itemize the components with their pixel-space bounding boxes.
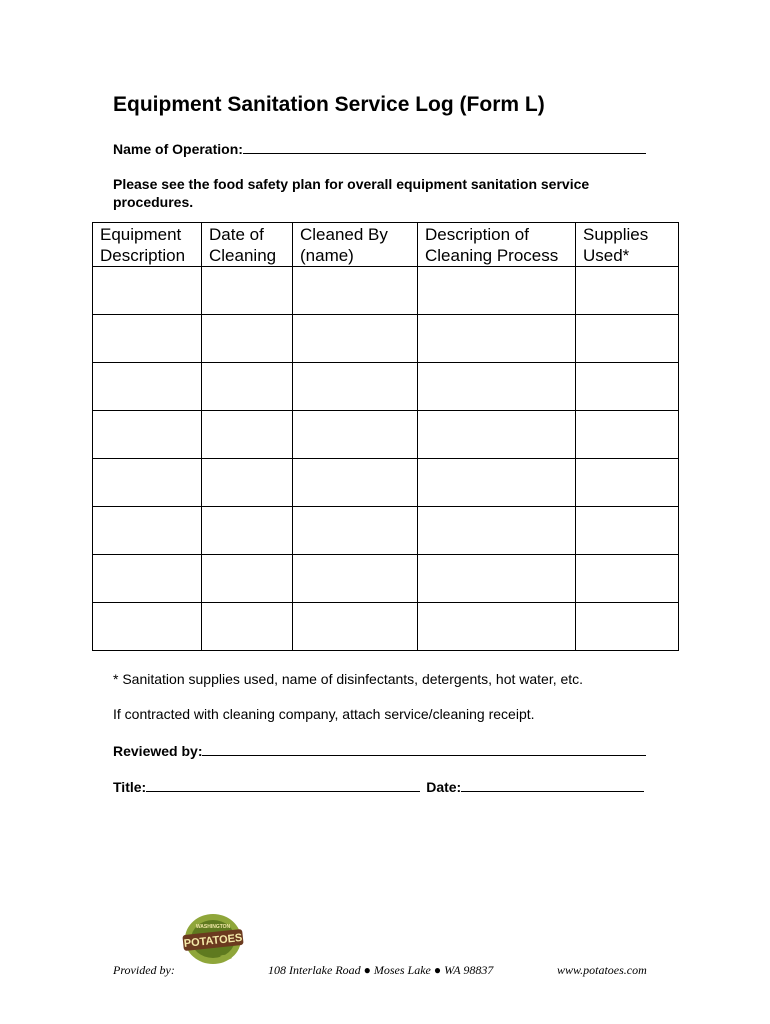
- reviewed-by-blank[interactable]: [202, 741, 646, 756]
- date-blank[interactable]: [461, 777, 644, 792]
- table-cell[interactable]: [418, 315, 576, 363]
- table-cell[interactable]: [202, 411, 293, 459]
- date-label: Date:: [426, 779, 462, 795]
- table-cell[interactable]: [418, 267, 576, 315]
- header-line: Equipment: [100, 225, 182, 244]
- table-cell[interactable]: [418, 507, 576, 555]
- table-cell[interactable]: [576, 267, 679, 315]
- table-cell[interactable]: [418, 555, 576, 603]
- table-cell[interactable]: [293, 411, 418, 459]
- reviewed-by-field[interactable]: [113, 741, 646, 759]
- table-cell[interactable]: [93, 603, 202, 651]
- table-cell[interactable]: [576, 411, 679, 459]
- table-cell[interactable]: [418, 411, 576, 459]
- footer-website-link[interactable]: www.potatoes.com: [557, 963, 647, 977]
- logo-top-text: WASHINGTON: [195, 924, 231, 930]
- table-cell[interactable]: [293, 267, 418, 315]
- header-line: Cleaned By: [300, 225, 388, 244]
- header-line: Cleaning Process: [425, 246, 559, 265]
- table-cell[interactable]: [293, 507, 418, 555]
- table-cell[interactable]: [293, 459, 418, 507]
- table-cell[interactable]: [293, 363, 418, 411]
- table-cell[interactable]: [202, 315, 293, 363]
- table-cell[interactable]: [93, 363, 202, 411]
- table-cell[interactable]: [93, 459, 202, 507]
- header-line: Cleaning: [209, 246, 277, 265]
- table-cell[interactable]: [93, 555, 202, 603]
- table-cell[interactable]: [418, 459, 576, 507]
- sanitation-log-table: [92, 222, 679, 651]
- instructions-text: Please see the food safety plan for overall equipment sanitation service procedures.: [113, 176, 590, 210]
- table-cell[interactable]: [293, 555, 418, 603]
- table-cell[interactable]: [576, 507, 679, 555]
- table-row: [93, 555, 679, 603]
- table-cell[interactable]: [202, 603, 293, 651]
- table-cell[interactable]: [576, 363, 679, 411]
- table-row: [93, 363, 679, 411]
- operation-name-field[interactable]: [113, 139, 646, 157]
- table-row: [93, 459, 679, 507]
- title-date-field[interactable]: [113, 777, 644, 795]
- table-cell[interactable]: [202, 555, 293, 603]
- table-cell[interactable]: [418, 603, 576, 651]
- table-row: [93, 315, 679, 363]
- table-row: [93, 603, 679, 651]
- col-header-date: [202, 223, 293, 267]
- header-line: (name): [300, 246, 354, 265]
- header-line: Date of: [209, 225, 264, 244]
- footer-address: 108 Interlake Road ● Moses Lake ● WA 98837: [268, 963, 494, 977]
- table-cell[interactable]: [576, 555, 679, 603]
- supplies-footnote: * Sanitation supplies used, name of disinfectants, detergents, hot water, etc.: [113, 671, 584, 687]
- table-cell[interactable]: [418, 363, 576, 411]
- table-cell[interactable]: [202, 267, 293, 315]
- table-cell[interactable]: [202, 507, 293, 555]
- table-cell[interactable]: [576, 603, 679, 651]
- page-title: Equipment Sanitation Service Log (Form L): [113, 93, 545, 116]
- table-row: [93, 411, 679, 459]
- operation-name-label: Name of Operation:: [113, 141, 243, 157]
- table-cell[interactable]: [576, 459, 679, 507]
- table-cell[interactable]: [293, 603, 418, 651]
- header-line: Used*: [583, 246, 630, 265]
- title-blank[interactable]: [146, 777, 420, 792]
- table-cell[interactable]: [576, 315, 679, 363]
- table-cell[interactable]: [93, 267, 202, 315]
- header-line: Description: [100, 246, 186, 265]
- table-cell[interactable]: [202, 363, 293, 411]
- footer-provided-by: Provided by:: [113, 963, 175, 977]
- operation-name-blank[interactable]: [243, 139, 646, 154]
- table-row: [93, 507, 679, 555]
- col-header-cleaned-by: [293, 223, 418, 267]
- table-cell[interactable]: [293, 315, 418, 363]
- title-label: Title:: [113, 779, 147, 795]
- table-cell[interactable]: [93, 411, 202, 459]
- table-cell[interactable]: [93, 315, 202, 363]
- table-body: [93, 267, 679, 651]
- header-line: Supplies: [583, 225, 649, 244]
- table-row: [93, 267, 679, 315]
- col-header-process: [418, 223, 576, 267]
- table-header-row: [93, 223, 679, 267]
- washington-potatoes-logo: [180, 912, 246, 970]
- contracted-note: If contracted with cleaning company, attach service/cleaning receipt.: [113, 706, 535, 722]
- table-cell[interactable]: [93, 507, 202, 555]
- logo-main-text: POTATOES: [183, 931, 243, 951]
- reviewed-by-label: Reviewed by:: [113, 743, 203, 759]
- header-line: Description of: [425, 225, 529, 244]
- col-header-supplies: [576, 223, 679, 267]
- col-header-equipment: [93, 223, 202, 267]
- table-cell[interactable]: [202, 459, 293, 507]
